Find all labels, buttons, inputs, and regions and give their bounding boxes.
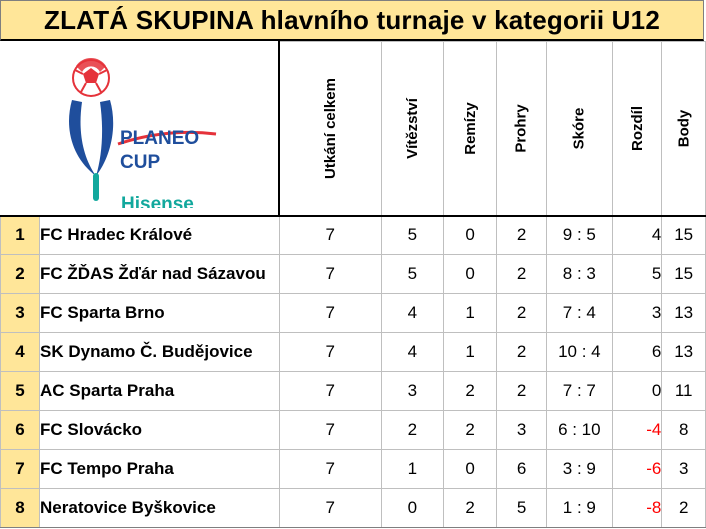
draws-cell: 0: [443, 216, 497, 255]
table-row: [1, 450, 706, 489]
draws-cell: 0: [443, 450, 497, 489]
losses-cell: 6: [497, 450, 546, 489]
team-name-cell: FC Tempo Praha: [40, 450, 280, 489]
played-cell: 7: [279, 489, 381, 528]
points-cell: 15: [662, 216, 706, 255]
draws-cell: 1: [443, 294, 497, 333]
played-cell: 7: [279, 411, 381, 450]
played-cell: 7: [279, 294, 381, 333]
losses-cell: 2: [497, 333, 546, 372]
rank-cell: 1: [1, 216, 40, 255]
rank-cell: 8: [1, 489, 40, 528]
rank-cell: 3: [1, 294, 40, 333]
rank-cell: 7: [1, 450, 40, 489]
played-cell: 7: [279, 216, 381, 255]
played-cell: 7: [279, 333, 381, 372]
points-cell: 3: [662, 450, 706, 489]
wins-cell: 5: [381, 255, 443, 294]
planeo-cup-logo-icon: [56, 48, 226, 208]
wins-cell: 0: [381, 489, 443, 528]
wins-cell: 5: [381, 216, 443, 255]
table-row: [1, 489, 706, 528]
losses-cell: 2: [497, 372, 546, 411]
score-cell: 3 : 9: [546, 450, 612, 489]
draws-cell: 2: [443, 489, 497, 528]
planeo-cup-logo: [56, 48, 226, 208]
points-cell: 8: [662, 411, 706, 450]
points-cell: 11: [662, 372, 706, 411]
score-cell: 7 : 4: [546, 294, 612, 333]
losses-cell: 5: [497, 489, 546, 528]
team-name-cell: FC Hradec Králové: [40, 216, 280, 255]
planeo-text: PLANEO: [119, 128, 199, 149]
score-cell: 9 : 5: [546, 216, 612, 255]
points-cell: 13: [662, 333, 706, 372]
wins-cell: 4: [381, 294, 443, 333]
col-header-points: Body: [662, 42, 706, 216]
diff-cell: 0: [612, 372, 661, 411]
table-title: ZLATÁ SKUPINA hlavního turnaje v kategorii U12: [0, 0, 704, 41]
team-name-cell: Neratovice Byškovice: [40, 489, 280, 528]
score-cell: 10 : 4: [546, 333, 612, 372]
logo-cell: [1, 42, 280, 216]
diff-cell: -6: [612, 450, 661, 489]
losses-cell: 2: [497, 255, 546, 294]
standings-table: [0, 41, 706, 528]
played-cell: 7: [279, 450, 381, 489]
team-name-cell: AC Sparta Praha: [40, 372, 280, 411]
played-cell: 7: [279, 372, 381, 411]
hisense-text: Hisense: [120, 194, 194, 208]
team-name-cell: FC Slovácko: [40, 411, 280, 450]
table-row: [1, 372, 706, 411]
losses-cell: 2: [497, 216, 546, 255]
diff-cell: 4: [612, 216, 661, 255]
wins-cell: 4: [381, 333, 443, 372]
team-name-cell: SK Dynamo Č. Budějovice: [40, 333, 280, 372]
score-cell: 7 : 7: [546, 372, 612, 411]
diff-cell: -8: [612, 489, 661, 528]
col-header-losses: Prohry: [497, 42, 546, 216]
diff-cell: -4: [612, 411, 661, 450]
col-header-wins: Vítězství: [381, 42, 443, 216]
col-header-played: Utkání celkem: [279, 42, 381, 216]
diff-cell: 5: [612, 255, 661, 294]
team-name-cell: FC Sparta Brno: [40, 294, 280, 333]
table-row: [1, 255, 706, 294]
table-row: [1, 333, 706, 372]
rank-cell: 6: [1, 411, 40, 450]
points-cell: 2: [662, 489, 706, 528]
draws-cell: 0: [443, 255, 497, 294]
points-cell: 13: [662, 294, 706, 333]
rank-cell: 2: [1, 255, 40, 294]
diff-cell: 3: [612, 294, 661, 333]
col-header-diff: Rozdíl: [612, 42, 661, 216]
losses-cell: 2: [497, 294, 546, 333]
header-row: [1, 42, 706, 216]
draws-cell: 1: [443, 333, 497, 372]
col-header-draws: Remízy: [443, 42, 497, 216]
diff-cell: 6: [612, 333, 661, 372]
wins-cell: 3: [381, 372, 443, 411]
score-cell: 6 : 10: [546, 411, 612, 450]
score-cell: 1 : 9: [546, 489, 612, 528]
draws-cell: 2: [443, 372, 497, 411]
losses-cell: 3: [497, 411, 546, 450]
col-header-score: Skóre: [546, 42, 612, 216]
table-row: [1, 411, 706, 450]
rank-cell: 5: [1, 372, 40, 411]
played-cell: 7: [279, 255, 381, 294]
table-row: [1, 294, 706, 333]
wins-cell: 2: [381, 411, 443, 450]
rank-cell: 4: [1, 333, 40, 372]
score-cell: 8 : 3: [546, 255, 612, 294]
cup-text: CUP: [119, 152, 160, 173]
table-row: [1, 216, 706, 255]
team-name-cell: FC ŽĎAS Žďár nad Sázavou: [40, 255, 280, 294]
wins-cell: 1: [381, 450, 443, 489]
draws-cell: 2: [443, 411, 497, 450]
points-cell: 15: [662, 255, 706, 294]
